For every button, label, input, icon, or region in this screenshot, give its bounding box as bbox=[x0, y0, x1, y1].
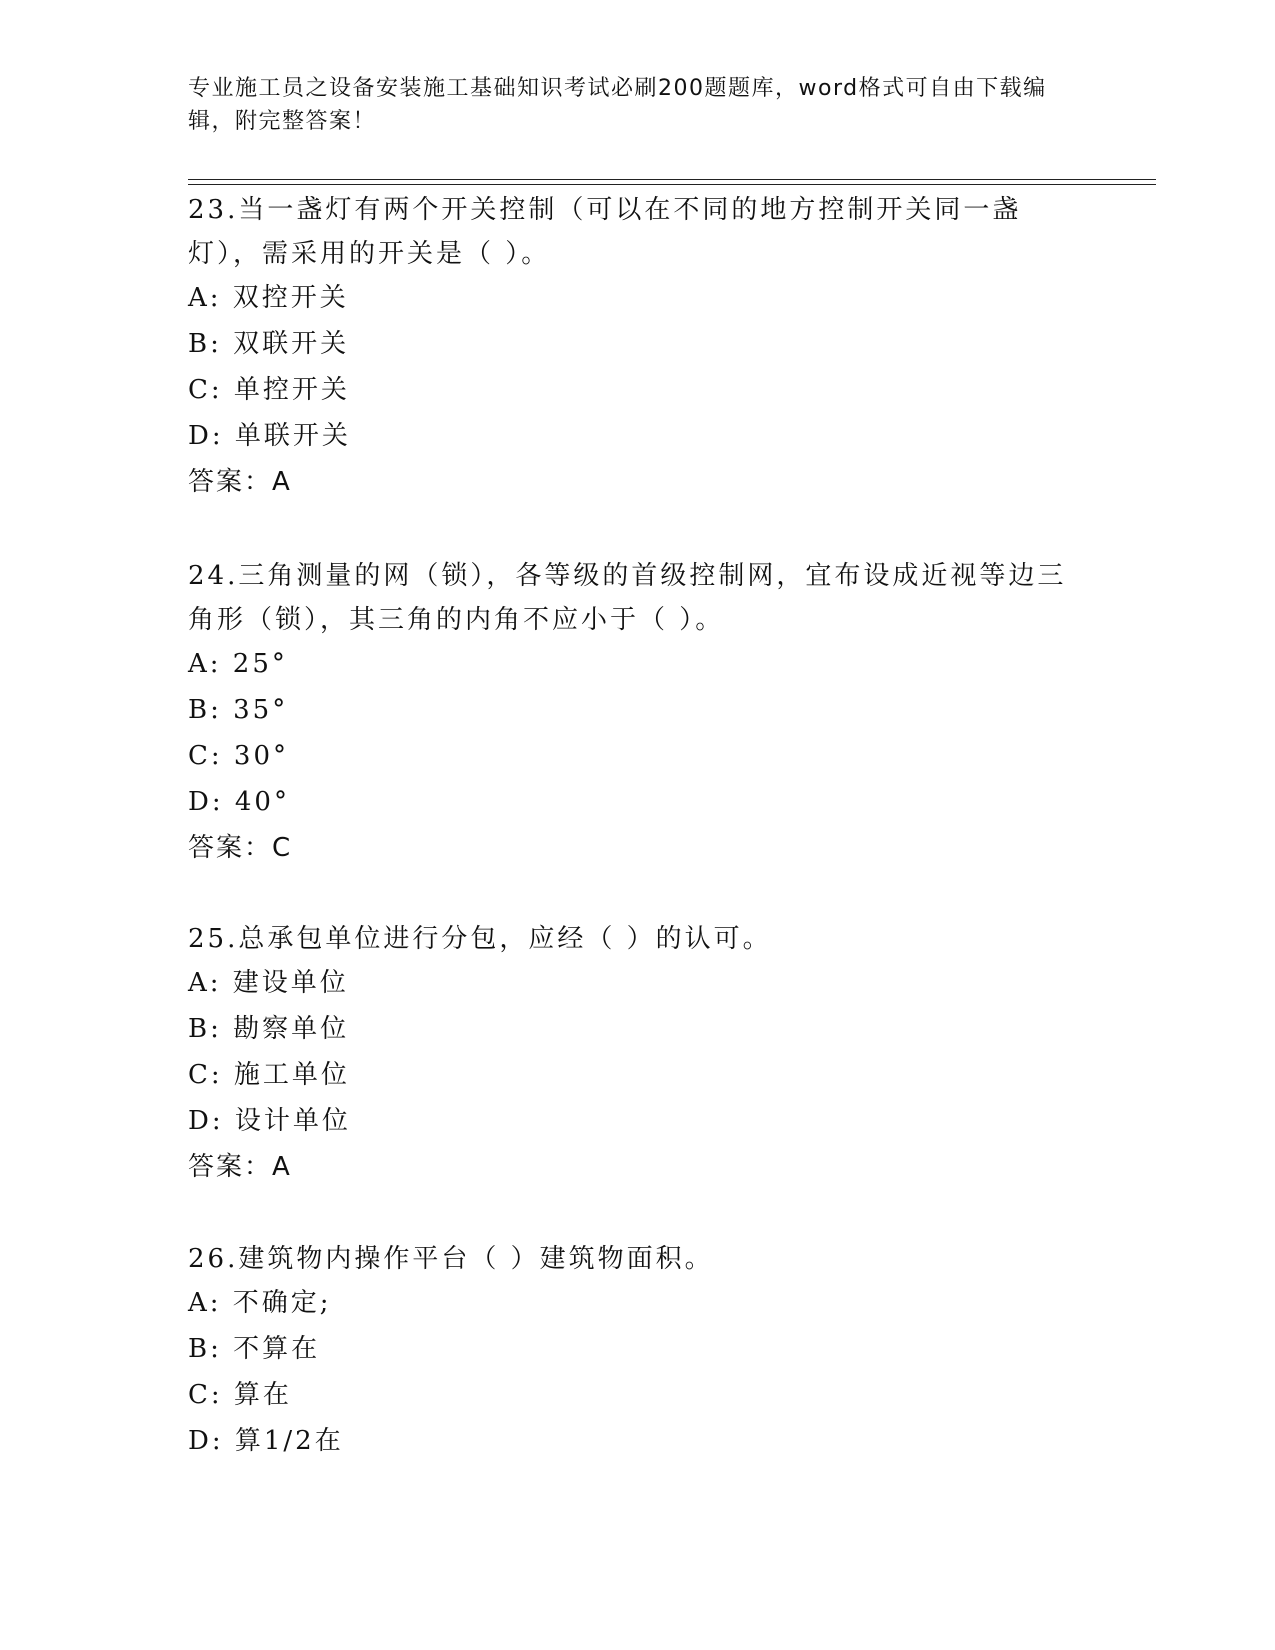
option-b: B: 不算在 bbox=[188, 1334, 321, 1364]
answer: 答案：C bbox=[188, 833, 293, 863]
option-d: D: 算1/2在 bbox=[188, 1426, 344, 1456]
answer: 答案：A bbox=[188, 467, 292, 497]
option-b: B: 35° bbox=[188, 695, 289, 725]
document-header: 专业施工员之设备安装施工基础知识考试必刷200题题库，word格式可自由下载编辑，附完整答案！ bbox=[188, 76, 1047, 134]
option-d: D: 设计单位 bbox=[188, 1106, 351, 1136]
header-divider bbox=[188, 179, 1156, 180]
question-text: 23.当一盏灯有两个开关控制（可以在不同的地方控制开关同一盏灯），需采用的开关是（ ）。 bbox=[188, 195, 1022, 269]
header-divider-secondary bbox=[188, 184, 1156, 185]
option-c: C: 单控开关 bbox=[188, 375, 350, 405]
option-b: B: 勘察单位 bbox=[188, 1014, 350, 1044]
question-text: 24.三角测量的网（锁），各等级的首级控制网，宜布设成近视等边三角形（锁），其三角的内角不应小于（ ）。 bbox=[188, 561, 1067, 635]
answer: 答案：A bbox=[188, 1152, 292, 1182]
question-24 bbox=[188, 554, 1088, 872]
option-c: C: 30° bbox=[188, 741, 290, 771]
question-text: 26.建筑物内操作平台（ ）建筑物面积。 bbox=[188, 1244, 714, 1274]
option-a: A: 双控开关 bbox=[188, 283, 349, 313]
option-b: B: 双联开关 bbox=[188, 329, 350, 359]
question-25 bbox=[188, 917, 1088, 1191]
question-text: 25.总承包单位进行分包，应经（ ）的认可。 bbox=[188, 924, 772, 954]
question-23 bbox=[188, 188, 1088, 506]
option-a: A: 不确定; bbox=[188, 1288, 332, 1318]
option-a: A: 建设单位 bbox=[188, 968, 349, 998]
option-a: A: 25° bbox=[188, 649, 288, 679]
option-c: C: 算在 bbox=[188, 1380, 292, 1410]
option-d: D: 单联开关 bbox=[188, 421, 351, 451]
option-c: C: 施工单位 bbox=[188, 1060, 350, 1090]
option-d: D: 40° bbox=[188, 787, 290, 817]
question-26 bbox=[188, 1237, 1088, 1465]
